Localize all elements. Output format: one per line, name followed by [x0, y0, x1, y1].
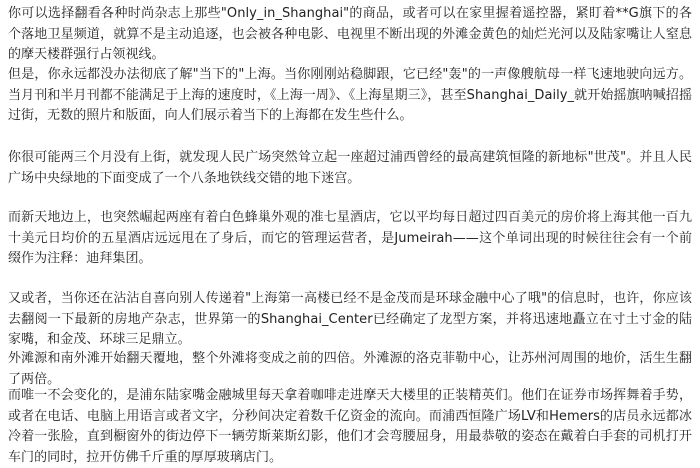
paragraph-4: 而新天地边上，也突然崛起两座有着白色蜂巢外观的准七星酒店，它以平均每日超过四百美元的房价将上海其他一百九十美元日均价的五星酒店远远甩在了身后，而它的管理运营者，是Jumeirah——这个单词出现的时候往往会有一个前缀作为注释：迪拜集团。 — [8, 210, 692, 266]
paragraph-2: 但是，你永远都没办法彻底了解"当下的"上海。当你刚刚站稳脚跟，它已经"轰"的一声像艘航母一样飞速地驶向远方。当月刊和半月刊都不能满足于上海的速度时，《上海一周》、《上海星期三》，甚至Shanghai_Daily_就开始摇旗呐喊招摇过街，无数的照片和版面，向人们展示着当下的上海都在发生些什么。 — [8, 67, 692, 123]
paragraph-6: 外滩源和南外滩开始翻天覆地，整个外滩将变成之前的四倍。外滩源的洛克菲勒中心，让苏州河周围的地价，活生生翻了两倍。 — [8, 351, 692, 387]
paragraph-5: 又或者，当你还在沾沾自喜向别人传递着"上海第一高楼已经不是金茂而是环球金融中心了哦"的信息时，也许，你应该去翻阅一下最新的房地产杂志，世界第一的Shanghai_Center已经确定了龙型方案，并将迅速地矗立在寸土寸金的陆家嘴，和金茂、环球三足鼎立。 — [8, 291, 692, 347]
paragraph-3: 你很可能两三个月没有上街，就发现人民广场突然耸立起一座超过浦西曾经的最高建筑恒隆的新地标"世茂"。并且人民广场中央绿地的下面变成了一个八条地铁线交错的地下迷宫。 — [8, 150, 692, 186]
paragraph-1: 你可以选择翻看各种时尚杂志上那些"Only_in_Shanghai"的商品，或者可以在家里握着遥控器，紧盯着**G旗下的各个落地卫星频道，就算不是主动追逐，也会被各种电影、电视里不断出现的外滩金黄色的灿烂光河以及陆家嘴让人窒息的摩天楼群强行占领视线。 — [8, 6, 692, 62]
paragraph-7: 而唯一不会变化的，是浦东陆家嘴金融城里每天拿着咖啡走进摩天大楼里的正装精英们。他们在证券市场挥舞着手势，或者在电话、电脑上用语言或者文字，分秒间决定着数千亿资金的流向。而浦西恒隆广场LV和Hemers的店员永远都冰冷着一张脸，直到橱窗外的街边停下一辆劳斯莱斯幻影，他们才会弯腰屈身，用最恭敬的姿态在戴着白手套的司机打开车门的同时，拉开仿佛千斤重的厚厚玻璃店门。 — [8, 388, 692, 465]
